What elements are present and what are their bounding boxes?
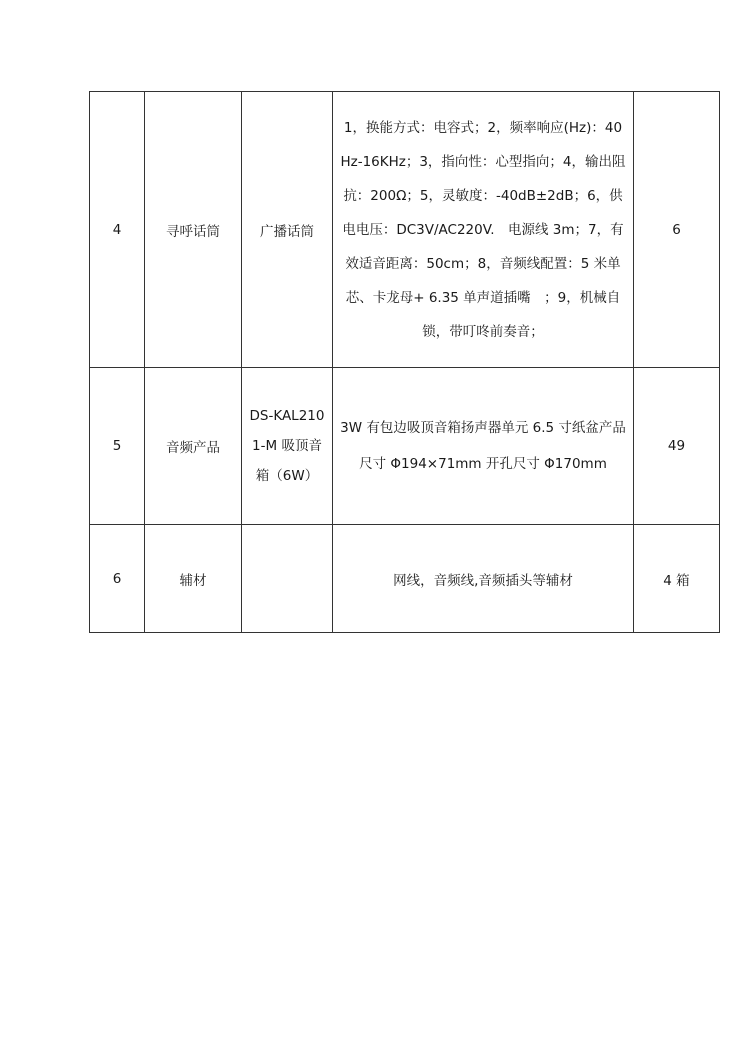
- quantity-cell: 4 箱: [634, 525, 720, 633]
- table-row: [90, 525, 720, 633]
- quantity-cell: 6: [634, 92, 720, 368]
- row-number-cell: 5: [90, 368, 145, 525]
- item-name-cell: 辅材: [145, 525, 242, 633]
- row-number-cell: 4: [90, 92, 145, 368]
- model-cell: DS-KAL2101-M 吸顶音箱（6W）: [242, 368, 333, 525]
- model-cell: 广播话筒: [242, 92, 333, 368]
- item-name-cell: 音频产品: [145, 368, 242, 525]
- model-cell: [242, 525, 333, 633]
- table-row: [90, 92, 720, 368]
- equipment-spec-table: [89, 91, 720, 633]
- table-row: [90, 368, 720, 525]
- description-cell: 1，换能方式：电容式；2，频率响应(Hz)：40Hz-16KHz；3，指向性：心型指向；4，输出阻抗：200Ω；5，灵敏度：-40dB±2dB；6，供电电压：DC3V/AC220V. 电源线 3m；7，有效适音距离：50cm；8，音频线配置：5 米单芯、卡龙母+ 6.35 单声道插嘴 ；9，机械自锁，带叮咚前奏音；: [333, 92, 634, 368]
- quantity-cell: 49: [634, 368, 720, 525]
- row-number-cell: 6: [90, 525, 145, 633]
- item-name-cell: 寻呼话筒: [145, 92, 242, 368]
- description-cell: 网线，音频线,音频插头等辅材: [333, 525, 634, 633]
- description-cell: 3W 有包边吸顶音箱扬声器单元 6.5 寸纸盆产品尺寸 Φ194×71mm 开孔尺寸 Φ170mm: [333, 368, 634, 525]
